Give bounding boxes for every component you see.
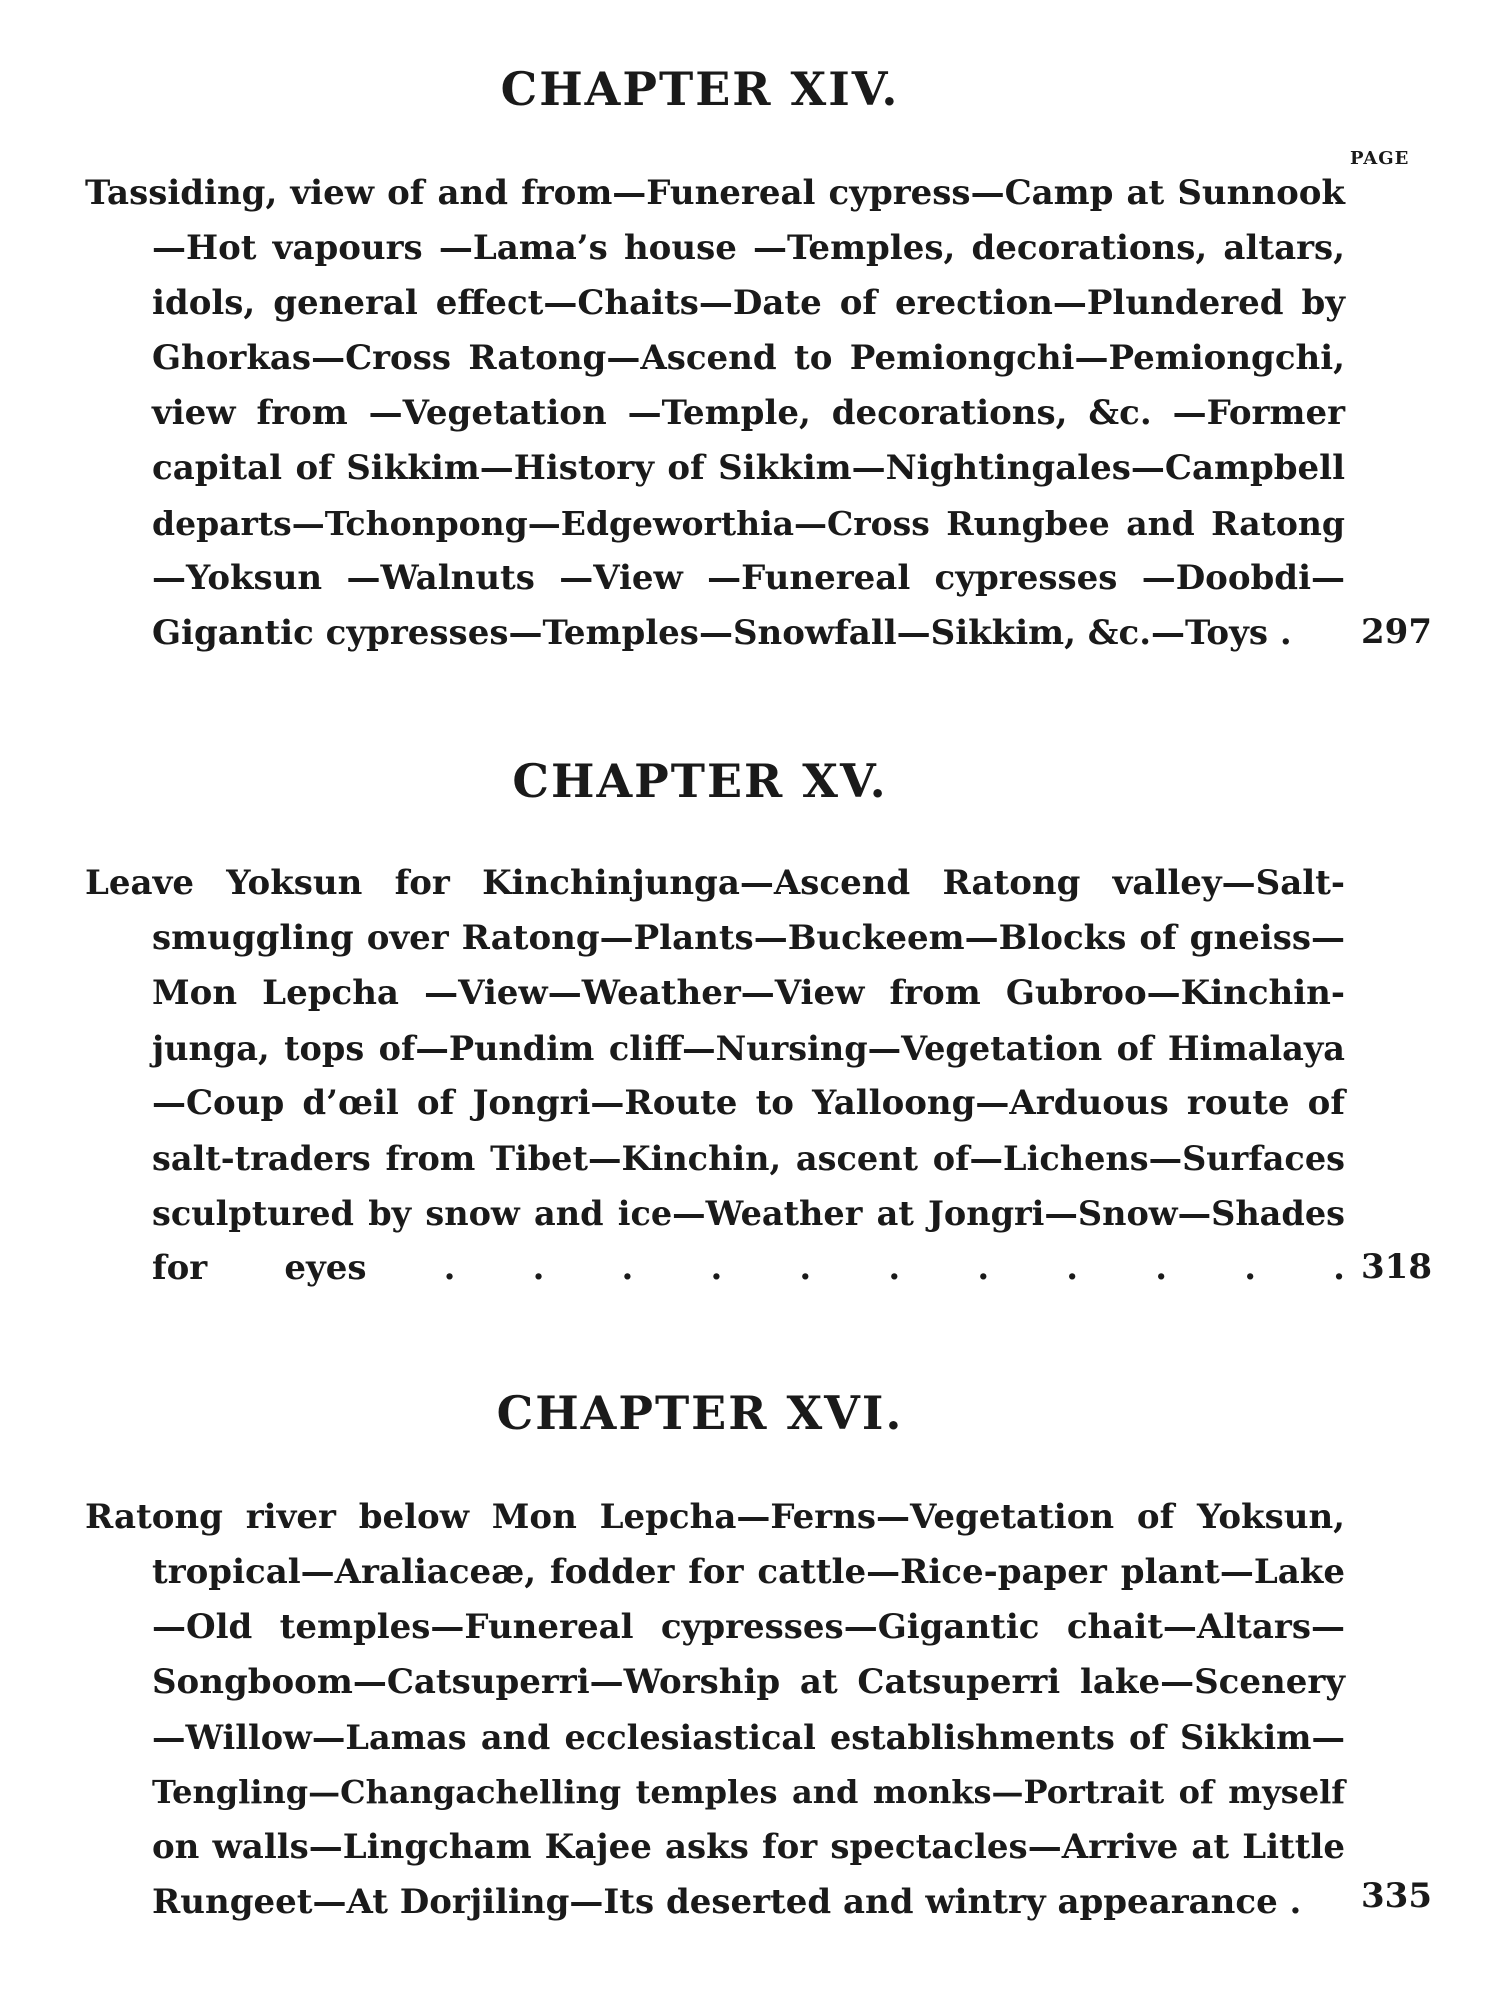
chapter-summary: [85, 1490, 1345, 1930]
summary-line: departs—Tchonpong—Edgeworthia—Cross Rungbee and Ratong: [152, 504, 1345, 543]
summary-line: Rungeet—At Dorjiling—Its deserted and wintry appearance .: [152, 1882, 1302, 1922]
summary-line: Gigantic cypresses—Temples—Snowfall—Sikkim, &c.—Toys .: [152, 613, 1292, 653]
chapter-summary: [85, 166, 1345, 661]
summary-line: smuggling over Ratong—Plants—Buckeem—Blocks of gneiss—: [152, 918, 1345, 958]
page-number: 318: [1361, 1247, 1432, 1287]
summary-line: Tengling—Changachelling temples and monks—Portrait of myself: [152, 1773, 1345, 1811]
summary-line: Mon Lepcha —View—Weather—View from Gubroo—Kinchin-: [152, 973, 1345, 1013]
summary-line: Leave Yoksun for Kinchinjunga—Ascend Ratong valley—Salt-: [85, 863, 1345, 903]
summary-line: —Yoksun —Walnuts —View —Funereal cypresses —Doobdi—: [152, 558, 1345, 598]
summary-line: idols, general effect—Chaits—Date of erection—Plundered by: [152, 283, 1345, 323]
summary-line: for eyes . . . . . . . . . . .: [152, 1248, 1345, 1288]
summary-line: Tassiding, view of and from—Funereal cypress—Camp at Sunnook: [85, 173, 1345, 213]
summary-line: Ratong river below Mon Lepcha—Ferns—Vegetation of Yoksun,: [85, 1497, 1345, 1537]
summary-line: Songboom—Catsuperri—Worship at Catsuperri lake—Scenery: [152, 1662, 1345, 1702]
summary-line: —Willow—Lamas and ecclesiastical establishments of Sikkim—: [152, 1718, 1345, 1757]
page-number: 335: [1361, 1876, 1432, 1916]
summary-line: —Hot vapours —Lama’s house —Temples, decorations, altars,: [152, 228, 1345, 268]
chapter-heading: CHAPTER XIV.: [500, 62, 900, 116]
chapter-heading: CHAPTER XV.: [512, 754, 888, 808]
chapter-heading: CHAPTER XVI.: [496, 1386, 904, 1440]
summary-line: salt-traders from Tibet—Kinchin, ascent of—Lichens—Surfaces: [152, 1139, 1345, 1178]
chapter-summary: [85, 856, 1345, 1296]
summary-line: —Old temples—Funereal cypresses—Gigantic chait—Altars—: [152, 1607, 1345, 1647]
summary-line: view from —Vegetation —Temple, decorations, &c. —Former: [152, 393, 1345, 433]
summary-line: on walls—Lingcham Kajee asks for spectacles—Arrive at Little: [152, 1827, 1345, 1867]
summary-line: tropical—Araliaceæ, fodder for cattle—Rice-paper plant—Lake: [152, 1552, 1345, 1592]
page-column-label: PAGE: [1350, 148, 1410, 169]
summary-line: junga, tops of—Pundim cliff—Nursing—Vegetation of Himalaya: [152, 1029, 1345, 1068]
summary-line: Ghorkas—Cross Ratong—Ascend to Pemiongchi—Pemiongchi,: [152, 338, 1345, 378]
page-number: 297: [1361, 612, 1432, 652]
summary-line: capital of Sikkim—History of Sikkim—Nightingales—Campbell: [152, 448, 1345, 488]
summary-line: —Coup d’œil of Jongri—Route to Yalloong—Arduous route of: [152, 1083, 1345, 1123]
summary-line: sculptured by snow and ice—Weather at Jongri—Snow—Shades: [152, 1194, 1345, 1233]
